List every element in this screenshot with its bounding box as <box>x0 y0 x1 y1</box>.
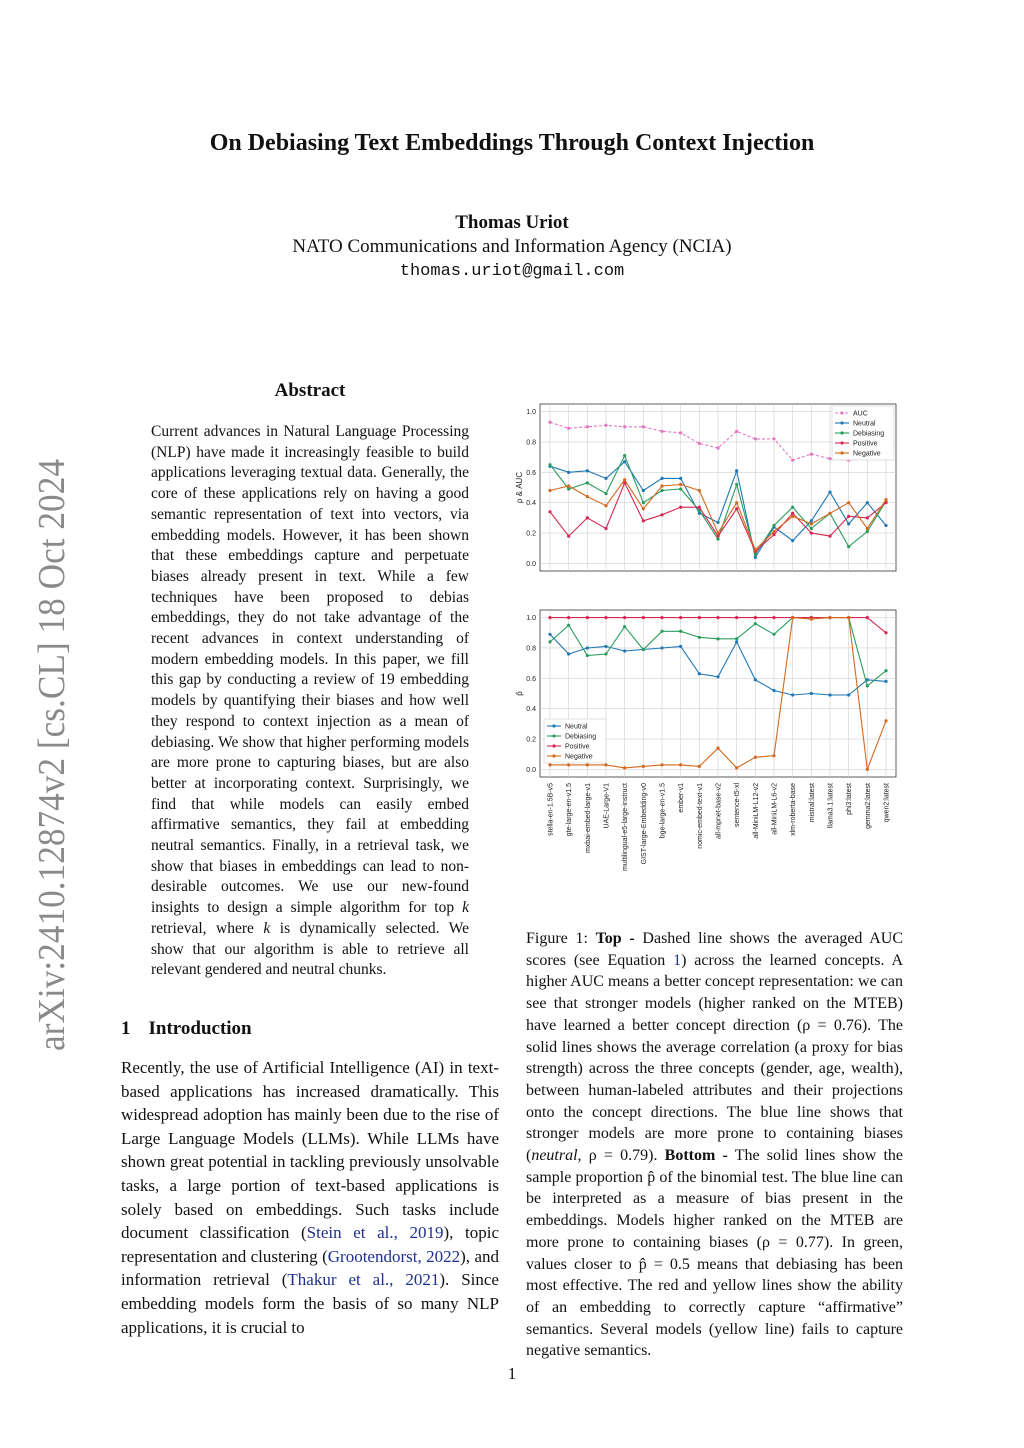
panel-bottom-ytick: 0.8 <box>526 645 536 653</box>
panel-bottom-series-negative-point <box>642 765 645 768</box>
abstract-text-3: is dynamically selected. We show that our algorithm is able to retrieve all relevant gendered and neutral chunks. <box>151 919 469 979</box>
panel-top-series-negative-point <box>548 489 551 492</box>
citation-thakur[interactable]: Thakur et al., 2021 <box>287 1270 440 1290</box>
panel-top-series-negative-point <box>679 483 682 486</box>
x-tick-label: all-MiniLM-L12-v2 <box>752 783 760 839</box>
panel-bottom-series-debiasing-point <box>754 622 757 625</box>
panel-bottom-series-positive-point <box>772 616 775 619</box>
panel-bottom-series-positive-point <box>754 616 757 619</box>
x-tick-label: gte-large-en-v1.5 <box>566 783 574 837</box>
panel-top-ytick: 0.4 <box>526 500 536 508</box>
caption-top-label: Top - <box>595 930 635 947</box>
panel-bottom-series-debiasing-point <box>586 654 589 657</box>
panel-top-series-neutral-point <box>660 477 663 480</box>
panel-bottom-series-debiasing-point <box>772 633 775 636</box>
panel-top-legend-label: Negative <box>853 450 881 458</box>
panel-top-series-positive-point <box>847 515 850 518</box>
caption-bottom-label: Bottom - <box>664 1147 728 1165</box>
caption-text-1: Dashed line shows the averaged AUC scores (see Equation <box>526 930 903 969</box>
panel-top-series-debiasing-point <box>866 530 869 533</box>
panel-top-legend-marker <box>840 441 843 444</box>
panel-top-series-positive-point <box>679 506 682 509</box>
x-tick-label: llama3.1:latest <box>827 783 835 829</box>
panel-bottom-series-positive-point <box>884 631 887 634</box>
panel-top-legend-marker <box>840 411 843 414</box>
panel-bottom-series-positive-point <box>604 616 607 619</box>
panel-bottom-series-positive-point <box>679 616 682 619</box>
panel-top-series-debiasing-point <box>716 538 719 541</box>
x-tick-label: sentence-t5-xl <box>734 783 742 827</box>
panel-bottom-series-neutral-point <box>810 692 813 695</box>
figure-1 <box>508 398 903 888</box>
panel-bottom-series-negative-point <box>586 763 589 766</box>
panel-bottom-series-positive-point <box>866 616 869 619</box>
panel-top-legend-label: Debiasing <box>853 430 885 438</box>
panel-bottom-series-negative-point <box>604 763 607 766</box>
panel-top-legend-label: Neutral <box>853 420 876 428</box>
panel-bottom-series-debiasing-point <box>679 630 682 633</box>
panel-top-series-auc-point <box>698 442 701 445</box>
citation-stein[interactable]: Stein et al., 2019 <box>306 1223 444 1243</box>
panel-top-series-positive-point <box>828 534 831 537</box>
panel-bottom-series-neutral-point <box>754 678 757 681</box>
panel-bottom-ytick: 0.2 <box>526 736 536 744</box>
panel-top-series-debiasing-point <box>548 463 551 466</box>
panel-top-series-neutral-point <box>828 490 831 493</box>
paper-title: On Debiasing Text Embeddings Through Context Injection <box>209 130 815 156</box>
caption-neutral: neutral <box>531 1147 578 1165</box>
panel-bottom-series-debiasing-point <box>884 669 887 672</box>
panel-top-series-debiasing-point <box>772 524 775 527</box>
abstract-body <box>151 422 469 981</box>
panel-bottom-series-positive-point <box>660 616 663 619</box>
panel-bottom-legend-marker <box>552 724 555 727</box>
panel-top-series-debiasing-point <box>660 489 663 492</box>
panel-top-series-debiasing-point <box>623 454 626 457</box>
panel-top-series-debiasing-point <box>604 492 607 495</box>
x-tick-label: bge-large-en-v1.5 <box>659 783 667 839</box>
panel-bottom-series-negative-point <box>828 616 831 619</box>
panel-bottom-series-positive-point <box>642 616 645 619</box>
panel-top-series-auc-point <box>754 437 757 440</box>
author-email[interactable]: thomas.uriot@gmail.com <box>399 262 625 281</box>
panel-top-series-negative-point <box>642 507 645 510</box>
panel-bottom-legend-label: Debiasing <box>565 733 597 741</box>
x-tick-label: gemma2:latest <box>864 783 872 829</box>
caption-label: Figure 1: <box>526 930 588 947</box>
panel-top-series-auc-point <box>548 421 551 424</box>
x-tick-label: GIST-large-Embedding-v0 <box>640 783 648 865</box>
panel-top-series-neutral-point <box>754 556 757 559</box>
x-tick-label: nomic-embed-text-v1 <box>696 783 704 849</box>
panel-top-series-debiasing-point <box>567 487 570 490</box>
panel-top-series-negative-point <box>847 501 850 504</box>
panel-top-series-neutral-point <box>642 489 645 492</box>
x-tick-label: qwen2:latest <box>883 783 891 823</box>
panel-bottom-series-debiasing-point <box>716 637 719 640</box>
panel-top-series-auc-point <box>772 437 775 440</box>
panel-top-legend-marker <box>840 431 843 434</box>
panel-top-ytick: 1.0 <box>526 409 536 417</box>
panel-top-series-positive-point <box>548 510 551 513</box>
author-affiliation: NATO Communications and Information Agency (NCIA) <box>292 236 732 257</box>
panel-top-series-neutral-point <box>586 469 589 472</box>
panel-bottom-series-neutral-point <box>772 689 775 692</box>
panel-top-series-neutral-point <box>735 469 738 472</box>
panel-bottom-series-negative-point <box>754 756 757 759</box>
panel-top-ytick: 0.6 <box>526 469 536 477</box>
panel-bottom-series-positive-point <box>586 616 589 619</box>
panel-top-series-neutral-point <box>623 460 626 463</box>
panel-bottom-legend-marker <box>552 744 555 747</box>
panel-top-series-debiasing-point <box>679 487 682 490</box>
panel-top-series-negative-point <box>866 527 869 530</box>
panel-top-legend-marker <box>840 451 843 454</box>
panel-bottom-series-debiasing-point <box>567 624 570 627</box>
panel-bottom-series-positive-point <box>735 616 738 619</box>
panel-bottom-series-debiasing-point <box>548 640 551 643</box>
panel-top-series-negative-point <box>754 548 757 551</box>
panel-bottom-series-negative-point <box>567 763 570 766</box>
section-number: 1 <box>121 1018 131 1039</box>
panel-bottom-legend-label: Positive <box>565 743 590 751</box>
panel-top-series-auc-point <box>604 424 607 427</box>
panel-top-series-auc-point <box>828 457 831 460</box>
panel-top-series-debiasing-point <box>586 481 589 484</box>
panel-top-series-positive-point <box>791 512 794 515</box>
panel-top-series-auc-point <box>810 453 813 456</box>
panel-top-series-positive-point <box>735 507 738 510</box>
panel-top-series-auc-point <box>716 446 719 449</box>
panel-bottom-series-debiasing-point <box>604 652 607 655</box>
panel-top-series-negative-point <box>660 484 663 487</box>
panel-top-series-debiasing-point <box>735 483 738 486</box>
panel-bottom-series-neutral-point <box>716 675 719 678</box>
panel-bottom-series-negative-point <box>884 719 887 722</box>
panel-top-series-neutral-point <box>679 477 682 480</box>
panel-bottom-series-neutral-point <box>604 645 607 648</box>
panel-bottom-series-neutral-point <box>623 649 626 652</box>
panel-top-series-positive-point <box>698 506 701 509</box>
arxiv-stamp <box>8 455 100 1055</box>
abstract-text-1: Current advances in Natural Language Processing (NLP) have made it increasingly feasible to build applications leveraging textual data. Generally, the core of these applications rely on having a good semantic representation of text into vectors, via embedding models. However, it has been shown that these embeddings capture and perpetuate biases already present in text. While a few techniques have been proposed to debias embeddings, they do not take advantage of the recent advances in context understanding of modern embedding models. In this paper, we fill this gap by conducting a review of 19 embedding models by quantifying their biases and how well they respond to context injection as a mean of debiasing. We show that higher performing models are more prone to capturing biases, but are also better at incorporating context. Surprisingly, we find that while models can easily embed affirmative semantics, they fail at embedding neutral semantics. Finally, in a retrieval task, we show that biases in embeddings can lead to non-desirable outcomes. We use our new-found insights to design a simple algorithm for top <box>151 423 469 917</box>
panel-bottom-series-neutral-point <box>884 680 887 683</box>
panel-bottom-series-negative-point <box>698 765 701 768</box>
panel-top-series-negative-point <box>884 498 887 501</box>
panel-bottom-series-neutral-point <box>567 652 570 655</box>
panel-top-series-negative-point <box>791 515 794 518</box>
panel-bottom-series-neutral-point <box>660 646 663 649</box>
panel-top-series-neutral-point <box>567 471 570 474</box>
panel-bottom-series-negative-point <box>772 754 775 757</box>
panel-bottom-series-debiasing-point <box>866 684 869 687</box>
x-tick-label: stella-en-1.5B-v5 <box>547 783 555 836</box>
panel-bottom-series-neutral-point <box>847 693 850 696</box>
panel-bottom-series-neutral-point <box>679 645 682 648</box>
panel-top-ytick: 0.2 <box>526 530 536 538</box>
panel-top-series-negative-point <box>698 489 701 492</box>
panel-top-series-negative-point <box>735 501 738 504</box>
panel-top-series-neutral-point <box>791 539 794 542</box>
panel-top-series-positive-point <box>660 513 663 516</box>
panel-bottom-series-positive-point <box>548 616 551 619</box>
panel-bottom-series-negative-point <box>660 763 663 766</box>
panel-top-series-negative-point <box>716 531 719 534</box>
panel-bottom-series-neutral-point <box>698 672 701 675</box>
panel-top-series-negative-point <box>604 504 607 507</box>
x-tick-label: multilingual-e5-large-instruct <box>622 783 630 871</box>
arxiv-stamp-text: arXiv:2410.12874v2 [cs.CL] 18 Oct 2024 <box>31 455 73 1051</box>
panel-bottom-series-positive-point <box>698 616 701 619</box>
abstract-k-1: k <box>462 899 469 917</box>
panel-bottom-series-positive-point <box>567 616 570 619</box>
panel-bottom-series-neutral-point <box>586 646 589 649</box>
panel-top-series-auc-point <box>679 431 682 434</box>
panel-top-series-auc-point <box>660 430 663 433</box>
section-title: Introduction <box>148 1018 252 1039</box>
x-tick-label: phi3:latest <box>846 783 854 815</box>
author-name: Thomas Uriot <box>455 212 569 233</box>
equation-ref[interactable]: 1 <box>673 951 682 969</box>
panel-bottom-series-debiasing-point <box>623 625 626 628</box>
introduction-body <box>121 1056 499 1339</box>
panel-top-series-positive-point <box>810 531 813 534</box>
x-tick-label: UAE-Large-V1 <box>603 783 611 829</box>
panel-bottom-series-negative-point <box>847 616 850 619</box>
introduction-heading <box>121 1018 252 1040</box>
abstract-heading: Abstract <box>274 380 346 401</box>
panel-top-series-neutral-point <box>716 521 719 524</box>
panel-top-series-positive-point <box>604 527 607 530</box>
panel-bottom-series-negative-point <box>679 763 682 766</box>
panel-top-series-neutral-point <box>810 519 813 522</box>
abstract-text-2: retrieval, where <box>151 919 254 937</box>
panel-top-ytick: 0.0 <box>526 560 536 568</box>
abstract-k-2: k <box>263 919 271 937</box>
figure-caption <box>526 928 903 1362</box>
panel-bottom-series-negative-point <box>623 766 626 769</box>
panel-bottom-series-negative-point <box>791 616 794 619</box>
x-tick-label: mistral:latest <box>808 783 816 823</box>
panel-top-legend-label: Positive <box>853 440 878 448</box>
intro-text-3: ), and information retrieval ( <box>121 1246 499 1290</box>
panel-bottom-series-negative-point <box>866 768 869 771</box>
panel-bottom-series-neutral-point <box>735 640 738 643</box>
panel-bottom-ylabel: p̂ <box>515 691 524 696</box>
caption-text-2: ) across the learned concepts. A higher AUC means a better concept representation: we can see that stronger models (higher ranked on the MTEB) have learned a better concept direction (ρ = 0.76). The solid lines shows the average correlation (a proxy for bias strength) across the three concepts (gender, age, wealth), between human-labeled attributes and their projections onto the concept directions. The blue line shows that stronger models are more prone to containing biases ( <box>526 951 904 1165</box>
intro-text-1: Recently, the use of Artificial Intelligence (AI) in text-based applications has increased dramatically. This widespread adoption has mainly been due to the rise of Large Language Models (LLMs). While LLMs have shown great potential in tackling previously unsolvable tasks, a large portion of text-based applications is solely based on embeddings. Such tasks include document classification ( <box>121 1058 499 1243</box>
panel-bottom-series-debiasing-point <box>735 637 738 640</box>
panel-top-series-auc-point <box>791 459 794 462</box>
x-tick-label: all-MiniLM-L6-v2 <box>771 783 779 835</box>
panel-top-series-auc-point <box>642 425 645 428</box>
panel-top-series-auc-point <box>623 425 626 428</box>
citation-grootendorst[interactable]: Grootendorst, 2022 <box>327 1246 461 1266</box>
panel-top-series-negative-point <box>623 478 626 481</box>
panel-top-series-negative-point <box>567 484 570 487</box>
panel-top-series-positive-point <box>772 533 775 536</box>
panel-bottom-legend-label: Neutral <box>565 723 588 731</box>
panel-bottom-series-negative-point <box>810 618 813 621</box>
panel-bottom-series-negative-point <box>735 766 738 769</box>
caption-text-4: The solid lines show the sample proportion p̂ of the binomial test. The blue line can be interpreted as a measure of bias present in the embeddings. Models higher ranked on the MTEB are more prone to containing biases (ρ = 0.77). In green, values closer to p̂ = 0.5 means that debiasing has been most effective. The red and yellow lines show the ability of an embedding to correctly capture “affirmative” semantics. Several models (yellow line) fails to capture negative semantics. <box>526 1147 904 1360</box>
panel-top-series-neutral-point <box>604 477 607 480</box>
x-tick-label: ember-v1 <box>678 783 686 813</box>
x-tick-label: xlm-roberta-base <box>790 783 798 836</box>
panel-top-legend-label: AUC <box>853 410 868 418</box>
panel-top-series-negative-point <box>586 495 589 498</box>
panel-bottom-series-neutral-point <box>791 693 794 696</box>
x-tick-label: mxbai-embed-large-v1 <box>584 783 592 854</box>
panel-top-series-neutral-point <box>847 522 850 525</box>
panel-bottom-legend-marker <box>552 734 555 737</box>
figure-1-svg <box>508 398 903 888</box>
panel-top-series-negative-point <box>810 522 813 525</box>
panel-top-series-positive-point <box>716 534 719 537</box>
panel-top-series-positive-point <box>866 516 869 519</box>
panel-bottom-series-negative-point <box>716 747 719 750</box>
panel-bottom-ytick: 1.0 <box>526 615 536 623</box>
panel-bottom-series-debiasing-point <box>660 630 663 633</box>
caption-text-3: , ρ = 0.79). <box>577 1147 658 1165</box>
panel-top-series-neutral-point <box>884 524 887 527</box>
panel-top-series-neutral-point <box>866 501 869 504</box>
panel-top-legend-marker <box>840 421 843 424</box>
panel-bottom-ytick: 0.6 <box>526 675 536 683</box>
panel-top-series-positive-point <box>642 519 645 522</box>
panel-bottom-series-neutral-point <box>548 633 551 636</box>
intro-text-4: ). Since embedding models form the basis of so many NLP applications, it is crucial to <box>121 1270 499 1337</box>
panel-top-series-debiasing-point <box>810 527 813 530</box>
panel-top-series-auc-point <box>586 425 589 428</box>
panel-bottom-series-debiasing-point <box>698 636 701 639</box>
panel-top-series-debiasing-point <box>847 545 850 548</box>
panel-top-series-negative-point <box>828 512 831 515</box>
panel-bottom-legend-marker <box>552 754 555 757</box>
panel-bottom-series-debiasing-point <box>642 648 645 651</box>
panel-top-series-auc-point <box>567 427 570 430</box>
panel-bottom-series-negative-point <box>548 763 551 766</box>
page-number: 1 <box>507 1364 517 1383</box>
panel-bottom-series-neutral-point <box>828 693 831 696</box>
intro-text-2: ), topic representation and clustering ( <box>121 1223 500 1266</box>
panel-top-ylabel: ρ & AUC <box>515 471 524 504</box>
panel-top-series-negative-point <box>772 530 775 533</box>
x-tick-label: all-mpnet-base-v2 <box>715 783 723 840</box>
panel-bottom-ytick: 0.0 <box>526 766 536 774</box>
panel-bottom-ytick: 0.4 <box>526 706 536 714</box>
panel-bottom-legend-label: Negative <box>565 753 593 761</box>
panel-top-series-debiasing-point <box>791 506 794 509</box>
panel-top-series-debiasing-point <box>642 501 645 504</box>
panel-top-series-auc-point <box>735 430 738 433</box>
panel-top-series-positive-point <box>567 534 570 537</box>
panel-top-series-debiasing-point <box>754 553 757 556</box>
panel-bottom-series-positive-point <box>623 616 626 619</box>
panel-bottom-series-positive-point <box>716 616 719 619</box>
panel-top-ytick: 0.8 <box>526 439 536 447</box>
panel-top-series-positive-point <box>586 516 589 519</box>
